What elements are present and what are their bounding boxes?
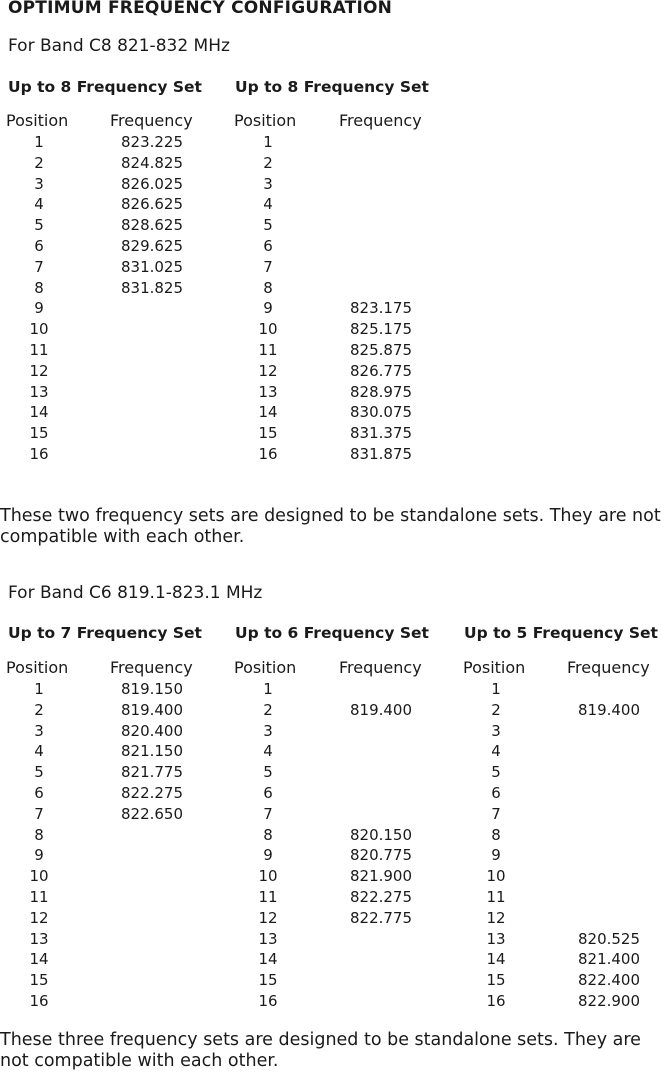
frequency-cell: 822.275 — [349, 888, 413, 906]
position-cell: 3 — [263, 721, 273, 740]
frequency-cell: 823.225 — [120, 133, 184, 151]
section2-set3-position-header: Position — [463, 658, 526, 677]
frequency-cell: 819.400 — [349, 700, 413, 719]
frequency-cell: 824.825 — [120, 153, 184, 172]
position-cell: 11 — [258, 888, 278, 906]
position-cell: 2 — [263, 700, 273, 719]
position-cell: 10 — [29, 867, 49, 886]
frequency-cell: 826.625 — [120, 195, 184, 214]
section2-set3-heading: Up to 5 Frequency Set — [464, 624, 658, 642]
position-cell: 5 — [34, 763, 44, 782]
position-cell: 8 — [34, 278, 44, 297]
frequency-cell: 822.275 — [120, 784, 184, 802]
frequency-cell: 819.400 — [120, 700, 184, 719]
position-cell: 8 — [491, 825, 501, 844]
position-cell: 12 — [486, 908, 506, 927]
position-cell: 14 — [258, 403, 278, 422]
position-cell: 16 — [258, 445, 278, 463]
position-cell: 10 — [258, 867, 278, 886]
section1-note: These two frequency sets are designed to be standalone sets. They are not compatible with each other. — [0, 506, 661, 547]
position-cell: 14 — [486, 950, 506, 969]
section2-set2-frequency-header: Frequency — [339, 658, 422, 677]
position-cell: 4 — [263, 742, 273, 761]
section1-set1-heading: Up to 8 Frequency Set — [8, 78, 202, 96]
position-cell: 1 — [491, 680, 501, 698]
position-cell: 9 — [34, 846, 44, 865]
position-cell: 11 — [29, 341, 49, 359]
position-cell: 9 — [263, 846, 273, 865]
frequency-cell: 828.625 — [120, 216, 184, 235]
position-cell: 12 — [258, 908, 278, 927]
position-cell: 9 — [263, 299, 273, 318]
position-cell: 7 — [263, 257, 273, 276]
frequency-cell: 831.875 — [349, 445, 413, 463]
position-cell: 6 — [263, 784, 273, 802]
position-cell: 4 — [263, 195, 273, 214]
frequency-cell: 825.175 — [349, 320, 413, 339]
position-cell: 7 — [34, 257, 44, 276]
frequency-cell: 822.650 — [120, 804, 184, 823]
section1-set2-frequency-header: Frequency — [339, 111, 422, 130]
frequency-cell: 820.400 — [120, 721, 184, 740]
position-cell: 15 — [258, 971, 278, 990]
position-cell: 16 — [486, 992, 506, 1010]
section1-set2-position-header: Position — [234, 111, 297, 130]
position-cell: 1 — [34, 680, 44, 698]
position-cell: 8 — [34, 825, 44, 844]
section2-note: These three frequency sets are designed to be standalone sets. They are not compatible with each other. — [0, 1030, 641, 1071]
position-cell: 2 — [491, 700, 501, 719]
frequency-cell: 822.900 — [577, 992, 641, 1010]
section2-set1-frequency-header: Frequency — [110, 658, 193, 677]
frequency-cell: 820.150 — [349, 825, 413, 844]
frequency-cell: 819.400 — [577, 700, 641, 719]
position-cell: 3 — [34, 174, 44, 193]
position-cell: 6 — [34, 237, 44, 255]
section2-set1-position-header: Position — [6, 658, 69, 677]
frequency-cell: 821.400 — [577, 950, 641, 969]
position-cell: 11 — [486, 888, 506, 906]
frequency-cell: 826.775 — [349, 361, 413, 380]
position-cell: 3 — [491, 721, 501, 740]
frequency-cell: 820.525 — [577, 929, 641, 948]
section1-set1-position-header: Position — [6, 111, 69, 130]
position-cell: 8 — [263, 825, 273, 844]
position-cell: 11 — [29, 888, 49, 906]
section2-set3-frequency-header: Frequency — [567, 658, 650, 677]
position-cell: 12 — [29, 361, 49, 380]
frequency-cell: 831.825 — [120, 278, 184, 297]
position-cell: 13 — [29, 382, 49, 401]
position-cell: 5 — [491, 763, 501, 782]
position-cell: 11 — [258, 341, 278, 359]
position-cell: 15 — [486, 971, 506, 990]
position-cell: 2 — [34, 700, 44, 719]
position-cell: 13 — [29, 929, 49, 948]
position-cell: 5 — [34, 216, 44, 235]
position-cell: 3 — [263, 174, 273, 193]
position-cell: 13 — [258, 382, 278, 401]
position-cell: 10 — [486, 867, 506, 886]
position-cell: 16 — [29, 445, 49, 463]
frequency-cell: 829.625 — [120, 237, 184, 255]
section1-set1-frequency-header: Frequency — [110, 111, 193, 130]
frequency-cell: 819.150 — [120, 680, 184, 698]
position-cell: 16 — [29, 992, 49, 1010]
position-cell: 4 — [491, 742, 501, 761]
section2-band-label: For Band C6 819.1-823.1 MHz — [8, 583, 263, 603]
section1-band-label: For Band C8 821-832 MHz — [8, 36, 230, 56]
frequency-cell: 821.150 — [120, 742, 184, 761]
position-cell: 6 — [491, 784, 501, 802]
position-cell: 7 — [491, 804, 501, 823]
position-cell: 4 — [34, 195, 44, 214]
section2-set2-heading: Up to 6 Frequency Set — [235, 624, 429, 642]
frequency-cell: 822.400 — [577, 971, 641, 990]
position-cell: 10 — [29, 320, 49, 339]
position-cell: 3 — [34, 721, 44, 740]
position-cell: 4 — [34, 742, 44, 761]
position-cell: 1 — [263, 680, 273, 698]
position-cell: 1 — [34, 133, 44, 151]
position-cell: 15 — [29, 424, 49, 443]
section2-set1-heading: Up to 7 Frequency Set — [8, 624, 202, 642]
position-cell: 14 — [29, 950, 49, 969]
position-cell: 9 — [34, 299, 44, 318]
position-cell: 2 — [263, 153, 273, 172]
frequency-cell: 820.775 — [349, 846, 413, 865]
frequency-cell: 831.375 — [349, 424, 413, 443]
position-cell: 14 — [29, 403, 49, 422]
section2-set2-position-header: Position — [234, 658, 297, 677]
position-cell: 12 — [29, 908, 49, 927]
position-cell: 8 — [263, 278, 273, 297]
position-cell: 5 — [263, 763, 273, 782]
position-cell: 13 — [486, 929, 506, 948]
position-cell: 14 — [258, 950, 278, 969]
position-cell: 15 — [29, 971, 49, 990]
frequency-cell: 823.175 — [349, 299, 413, 318]
position-cell: 15 — [258, 424, 278, 443]
frequency-cell: 821.900 — [349, 867, 413, 886]
frequency-cell: 822.775 — [349, 908, 413, 927]
position-cell: 7 — [34, 804, 44, 823]
position-cell: 6 — [263, 237, 273, 255]
frequency-cell: 826.025 — [120, 174, 184, 193]
position-cell: 9 — [491, 846, 501, 865]
position-cell: 13 — [258, 929, 278, 948]
position-cell: 1 — [263, 133, 273, 151]
frequency-cell: 831.025 — [120, 257, 184, 276]
frequency-cell: 830.075 — [349, 403, 413, 422]
frequency-cell: 821.775 — [120, 763, 184, 782]
position-cell: 10 — [258, 320, 278, 339]
section1-set2-heading: Up to 8 Frequency Set — [235, 78, 429, 96]
frequency-cell: 825.875 — [349, 341, 413, 359]
position-cell: 5 — [263, 216, 273, 235]
position-cell: 7 — [263, 804, 273, 823]
position-cell: 16 — [258, 992, 278, 1010]
position-cell: 2 — [34, 153, 44, 172]
position-cell: 6 — [34, 784, 44, 802]
position-cell: 12 — [258, 361, 278, 380]
frequency-cell: 828.975 — [349, 382, 413, 401]
page-title: OPTIMUM FREQUENCY CONFIGURATION — [8, 0, 393, 18]
